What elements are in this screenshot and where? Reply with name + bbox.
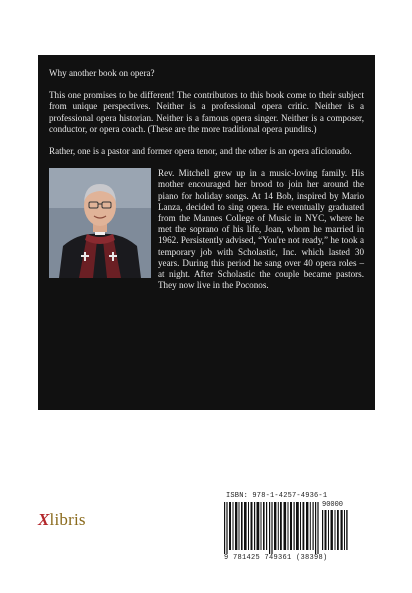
intro-paragraph: This one promises to be different! The contributors to this book come to their subject from unique perspectives. Neither is a professional opera critic. Neither is a professional opera historian. Neither is a famous opera singer. Neither is a composer, conductor, or opera coach. (These are the more traditional opera pundits.): [49, 90, 364, 134]
ean-barcode: [224, 502, 320, 554]
addon-barcode: [322, 510, 348, 550]
publisher-logo: Xlibris: [38, 510, 86, 529]
price-code: 90000: [322, 501, 344, 509]
author-photo: [49, 168, 151, 278]
author-portrait-image: [49, 168, 151, 278]
barcode-digits: 9 781425 749361 (38398): [224, 554, 328, 562]
contributors-paragraph: Rather, one is a pastor and former opera tenor, and the other is an opera aficionado.: [49, 146, 352, 157]
question-heading: Why another book on opera?: [49, 68, 155, 78]
isbn-label: ISBN: 978-1-4257-4936-1: [226, 492, 328, 500]
back-cover-text-panel: [38, 55, 375, 410]
author-bio-text: Rev. Mitchell grew up in a music-loving family. His mother encouraged her brood to join her around the piano for holiday songs. At 14 Bob, inspired by Mario Lanza, decided to sing opera. He eventually graduated from the Mannes College of Music in NYC, where he met the soprano of his life, Joan, whom he married in 1962. Persistently advised, “You're not ready,” he took a temporary job with Scholastic, Inc. which lasted 30 years. During this period he sang over 40 opera roles – at night. After Scholastic the couple became pastors. They now live in the Poconos.: [158, 168, 364, 291]
author-bio-section: [49, 168, 364, 291]
isbn-barcode-block: [222, 492, 352, 562]
